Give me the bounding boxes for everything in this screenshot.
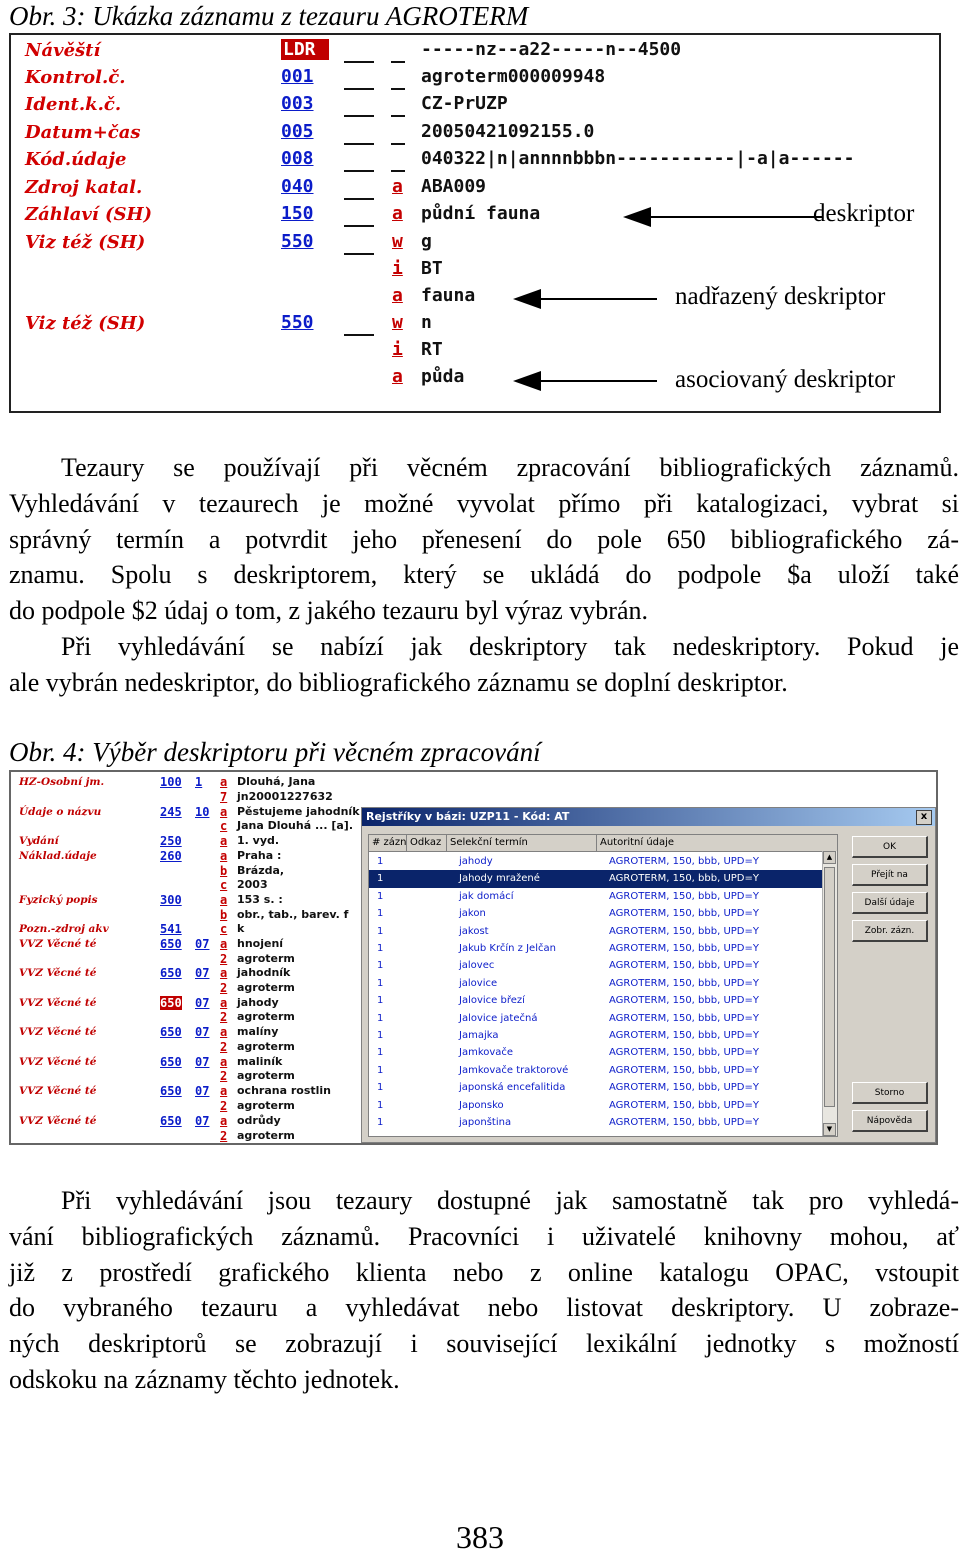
- field-value[interactable]: agroterm: [237, 952, 295, 965]
- figure4-caption: Obr. 4: Výběr deskriptoru při věcném zpracování: [9, 737, 541, 767]
- table-row-selected[interactable]: [369, 870, 825, 887]
- field-value[interactable]: půdní fauna: [421, 203, 541, 224]
- field-value[interactable]: ABA009: [421, 176, 487, 197]
- field-indicator[interactable]: 07: [195, 1114, 210, 1128]
- field-value[interactable]: 20050421092155.0: [421, 121, 595, 142]
- row-authority: AGROTERM, 150, bbb, UPD=Y: [609, 943, 759, 954]
- field-value[interactable]: 1. vyd.: [237, 834, 280, 847]
- field-label: Vydání: [19, 835, 59, 847]
- field-value[interactable]: hnojení: [237, 937, 284, 950]
- paragraph-line: znamu. Spolu s deskriptorem, který se ukládá do podpole $a uloží také: [9, 560, 959, 590]
- subfield-code[interactable]: c: [220, 819, 228, 833]
- subfield-code[interactable]: 2: [220, 981, 228, 995]
- arrow-descriptor: [623, 207, 823, 227]
- subfield-code[interactable]: w: [392, 312, 403, 333]
- field-value[interactable]: agroterm: [237, 1010, 295, 1023]
- field-tag[interactable]: 150: [281, 203, 314, 224]
- field-value[interactable]: odrůdy: [237, 1114, 281, 1127]
- field-tag[interactable]: 650: [160, 937, 182, 951]
- row-authority: AGROTERM, 150, bbb, UPD=Y: [609, 960, 759, 972]
- field-tag[interactable]: 550: [281, 312, 314, 333]
- paragraph-line: ale vybrán nedeskriptor, do bibliografického záznamu se doplní deskriptor.: [9, 667, 788, 697]
- scroll-thumb[interactable]: [824, 867, 835, 1107]
- table-row[interactable]: [369, 957, 825, 974]
- dialog-title-bar[interactable]: [362, 808, 935, 826]
- field-indicator[interactable]: 1: [195, 775, 203, 789]
- field-tag[interactable]: LDR: [281, 39, 329, 60]
- table-row[interactable]: [369, 940, 825, 957]
- field-value[interactable]: jahodník: [237, 966, 291, 979]
- cancel-button[interactable]: Storno: [852, 1082, 928, 1104]
- row-count: 1: [377, 960, 384, 972]
- field-value[interactable]: BT: [421, 258, 443, 279]
- table-row[interactable]: [369, 1010, 825, 1027]
- field-label: Fyzický popis: [19, 894, 98, 906]
- paragraph-line: již z prostředí grafického klienta nebo z online katalogu OPAC, vstoupit: [9, 1257, 959, 1287]
- index-dialog: [361, 807, 936, 1143]
- field-label: VVZ Věcné té: [19, 1056, 97, 1068]
- paragraph-line: vání bibliografických záznamů. Pracovníci i uživatelé knihovny mohou, ať: [9, 1221, 959, 1251]
- field-tag[interactable]: 005: [281, 121, 314, 142]
- row-authority: AGROTERM, 150, bbb, UPD=Y: [609, 925, 759, 937]
- field-value[interactable]: Jana Dlouhá ... [a].: [237, 819, 353, 832]
- field-label: VVZ Věcné té: [19, 938, 97, 950]
- row-term: Jahody mražené: [459, 873, 540, 885]
- row-authority: AGROTERM, 150, bbb, UPD=Y: [609, 1030, 759, 1041]
- field-label: Záhlaví (SH): [25, 204, 152, 225]
- field-label: Zdroj katal.: [25, 177, 143, 198]
- show-record-button[interactable]: Zobr. zázn.: [852, 920, 928, 942]
- subfield-code[interactable]: a: [220, 849, 228, 863]
- field-tag[interactable]: 040: [281, 176, 314, 197]
- field-value[interactable]: jn20001227632: [237, 790, 333, 803]
- paragraph-line: do podpole $2 údaj o tom, z jakého tezauru byl výraz vybrán.: [9, 596, 648, 626]
- field-label: Viz též (SH): [25, 232, 146, 253]
- row-authority: AGROTERM, 150, bbb, UPD=Y: [609, 890, 759, 902]
- table-row[interactable]: [369, 1027, 825, 1044]
- table-row[interactable]: [369, 992, 825, 1009]
- row-authority: AGROTERM, 150, bbb, UPD=Y: [609, 995, 759, 1007]
- subfield-code[interactable]: w: [392, 231, 403, 252]
- field-value[interactable]: agroterm: [237, 1099, 295, 1112]
- field-tag[interactable]: 003: [281, 93, 314, 114]
- subfield-code[interactable]: a: [220, 805, 228, 819]
- close-icon[interactable]: x: [916, 810, 932, 825]
- field-tag[interactable]: 550: [281, 231, 314, 252]
- subfield-code[interactable]: c: [220, 878, 228, 892]
- row-count: 1: [377, 1082, 384, 1094]
- field-tag[interactable]: 100: [160, 775, 182, 789]
- row-count: 1: [377, 977, 384, 989]
- subfield-code[interactable]: a: [392, 366, 403, 387]
- subfield-code[interactable]: a: [220, 1114, 228, 1128]
- field-tag[interactable]: 001: [281, 66, 314, 87]
- field-indicator[interactable]: 07: [195, 1055, 210, 1069]
- row-count: 1: [377, 943, 384, 954]
- field-label: Náklad.údaje: [19, 850, 97, 862]
- row-term: japonská encefalitida: [459, 1082, 566, 1094]
- scroll-up-icon[interactable]: ▲: [823, 851, 836, 864]
- paragraph-line: správný termín a potvrdit jeho přenesení do pole 650 bibliografického zá-: [9, 524, 959, 554]
- row-count: 1: [377, 856, 384, 867]
- paragraph-line: Vyhledávání v tezaurech je možné vyvolat přímo při katalogizaci, vybrat si: [9, 488, 959, 518]
- row-term: Jamajka: [459, 1030, 499, 1041]
- row-count: 1: [377, 1099, 384, 1111]
- subfield-code[interactable]: a: [220, 1025, 228, 1039]
- field-value[interactable]: Pěstujeme jahodník: [237, 805, 360, 818]
- field-tag[interactable]: 650: [160, 1025, 182, 1039]
- paragraph-1: [9, 450, 959, 701]
- field-value[interactable]: ochrana rostlin: [237, 1084, 331, 1097]
- column-header-link[interactable]: Odkaz: [407, 835, 447, 851]
- field-value[interactable]: Dlouhá, Jana: [237, 775, 316, 788]
- field-value[interactable]: agroterm000009948: [421, 66, 606, 87]
- field-value[interactable]: jahody: [237, 996, 279, 1009]
- subfield-code[interactable]: a: [392, 176, 403, 197]
- subfield-code[interactable]: a: [392, 203, 403, 224]
- field-tag[interactable]: 260: [160, 849, 182, 863]
- field-value[interactable]: -----nz--a22-----n--4500: [421, 39, 682, 60]
- field-value[interactable]: 2003: [237, 878, 268, 891]
- paragraph-line: odskoku na záznamy těchto jednotek.: [9, 1364, 400, 1394]
- row-count: 1: [377, 1012, 384, 1024]
- row-term: Japonsko: [459, 1099, 504, 1111]
- subfield-code[interactable]: a: [392, 285, 403, 306]
- field-indicator[interactable]: 07: [195, 1084, 210, 1098]
- field-value[interactable]: obr., tab., barev. f: [237, 908, 349, 921]
- field-label: VVZ Věcné té: [19, 1026, 97, 1038]
- field-label: HZ-Osobní jm.: [19, 776, 105, 788]
- field-label: Návěští: [25, 40, 101, 61]
- field-value[interactable]: n: [421, 312, 432, 333]
- row-term: Jalovice jatečná: [459, 1012, 538, 1024]
- row-term: japonština: [459, 1117, 512, 1128]
- field-tag[interactable]: 650: [160, 1084, 182, 1098]
- field-tag[interactable]: 250: [160, 834, 182, 848]
- grid-header: [369, 835, 838, 852]
- field-value[interactable]: k: [237, 922, 245, 935]
- subfield-code[interactable]: 2: [220, 952, 228, 966]
- field-value[interactable]: malíny: [237, 1025, 279, 1038]
- row-authority: AGROTERM, 150, bbb, UPD=Y: [609, 1117, 759, 1128]
- goto-button[interactable]: Přejít na: [852, 864, 928, 886]
- field-value[interactable]: 153 s. :: [237, 893, 283, 906]
- field-label: Kontrol.č.: [25, 67, 126, 88]
- row-count: 1: [377, 1064, 384, 1076]
- ok-button[interactable]: OK: [852, 836, 928, 858]
- paragraph-line: Při vyhledávání se nabízí jak deskriptory tak nedeskriptory. Pokud je: [61, 631, 959, 661]
- subfield-code[interactable]: 2: [220, 1129, 228, 1143]
- figure3-caption: Obr. 3: Ukázka záznamu z tezauru AGROTERM: [9, 1, 529, 31]
- field-value[interactable]: agroterm: [237, 981, 295, 994]
- field-tag[interactable]: 650: [160, 966, 182, 980]
- field-indicator[interactable]: 07: [195, 966, 210, 980]
- table-row[interactable]: [369, 1114, 825, 1131]
- subfield-code[interactable]: 2: [220, 1069, 228, 1083]
- table-row[interactable]: [369, 1079, 825, 1096]
- field-value[interactable]: fauna: [421, 285, 476, 306]
- field-indicator[interactable]: 07: [195, 996, 210, 1010]
- annotation-descriptor: deskriptor: [813, 200, 915, 227]
- row-count: 1: [377, 1030, 384, 1041]
- row-authority: AGROTERM, 150, bbb, UPD=Y: [609, 1012, 759, 1024]
- field-label: Pozn.-zdroj akv: [19, 923, 109, 935]
- field-value[interactable]: CZ-PrUZP: [421, 93, 508, 114]
- row-count: 1: [377, 890, 384, 902]
- row-authority: AGROTERM, 150, bbb, UPD=Y: [609, 908, 759, 920]
- field-indicator[interactable]: 07: [195, 1025, 210, 1039]
- paragraph-line: Tezaury se používají při věcném zpracování bibliografických záznamů.: [61, 453, 959, 482]
- figure3-marc-record: [9, 33, 941, 413]
- subfield-code[interactable]: i: [392, 258, 403, 279]
- field-label: Datum+čas: [25, 122, 141, 143]
- field-label: Ident.k.č.: [25, 94, 122, 115]
- field-value[interactable]: RT: [421, 339, 443, 360]
- field-tag[interactable]: 650: [160, 996, 182, 1010]
- annotation-broader: nadřazený deskriptor: [675, 283, 886, 310]
- subfield-code[interactable]: a: [220, 996, 228, 1010]
- field-tag[interactable]: 650: [160, 1114, 182, 1128]
- row-term: jalovice: [459, 977, 498, 989]
- field-label: Údaje o názvu: [19, 806, 102, 818]
- subfield-code[interactable]: b: [220, 908, 228, 922]
- row-term: jakost: [459, 925, 489, 937]
- subfield-code[interactable]: 2: [220, 1099, 228, 1113]
- field-value[interactable]: 040322|n|annnnbbbn-----------|-a|a------: [421, 148, 855, 169]
- row-term: jakon: [459, 908, 486, 920]
- paragraph-line: Při vyhledávání jsou tezaury dostupné jak samostatně tak pro vyhledá-: [61, 1186, 959, 1215]
- field-indicator[interactable]: 10: [195, 805, 210, 819]
- arrow-associated: [513, 371, 657, 391]
- figure4-screenshot: [9, 770, 938, 1145]
- paragraph-line: do vybraného tezauru a vyhledávat nebo listovat deskriptory. U zobraze-: [9, 1293, 959, 1323]
- field-label: Viz též (SH): [25, 313, 146, 334]
- subfield-code[interactable]: c: [220, 922, 228, 936]
- vertical-scrollbar[interactable]: [822, 851, 837, 1136]
- field-label: VVZ Věcné té: [19, 1085, 97, 1097]
- arrow-broader: [513, 289, 657, 309]
- next-data-button[interactable]: Další údaje: [852, 892, 928, 914]
- field-indicator[interactable]: 07: [195, 937, 210, 951]
- row-authority: AGROTERM, 150, bbb, UPD=Y: [609, 1082, 759, 1094]
- row-authority: AGROTERM, 150, bbb, UPD=Y: [609, 1047, 759, 1059]
- subfield-code[interactable]: a: [220, 1084, 228, 1098]
- annotation-associated: asociovaný deskriptor: [675, 366, 896, 393]
- table-row[interactable]: [369, 1062, 825, 1079]
- subfield-code[interactable]: a: [220, 893, 228, 907]
- row-count: 1: [377, 1047, 384, 1059]
- subfield-code[interactable]: 7: [220, 790, 228, 804]
- field-value[interactable]: g: [421, 231, 432, 252]
- row-term: jak domácí: [459, 890, 514, 902]
- field-label: VVZ Věcné té: [19, 997, 97, 1009]
- row-count: 1: [377, 873, 384, 885]
- row-term: Jamkovače traktorové: [459, 1064, 569, 1076]
- table-row[interactable]: [369, 905, 825, 922]
- table-row[interactable]: [369, 853, 825, 870]
- scroll-down-icon[interactable]: ▼: [823, 1123, 836, 1136]
- field-tag[interactable]: 650: [160, 1055, 182, 1069]
- field-label: VVZ Věcné té: [19, 967, 97, 979]
- row-authority: AGROTERM, 150, bbb, UPD=Y: [609, 856, 759, 867]
- paragraph-2: [9, 1183, 959, 1398]
- row-term: jahody: [459, 856, 493, 867]
- subfield-code[interactable]: 2: [220, 1040, 228, 1054]
- table-row[interactable]: [369, 975, 825, 992]
- subfield-code[interactable]: a: [220, 937, 228, 951]
- row-term: Jakub Krčín z Jelčan: [459, 943, 556, 954]
- row-count: 1: [377, 995, 384, 1007]
- row-authority: AGROTERM, 150, bbb, UPD=Y: [609, 977, 759, 989]
- field-tag[interactable]: 008: [281, 148, 314, 169]
- results-grid: [368, 834, 838, 1137]
- field-tag[interactable]: 541: [160, 922, 182, 936]
- row-term: Jalovice březí: [459, 995, 525, 1007]
- subfield-code[interactable]: b: [220, 864, 228, 878]
- row-authority: AGROTERM, 150, bbb, UPD=Y: [609, 873, 759, 885]
- page-number: 383: [456, 1519, 504, 1555]
- field-value[interactable]: Brázda,: [237, 864, 285, 877]
- field-value[interactable]: agroterm: [237, 1069, 295, 1082]
- field-label: VVZ Věcné té: [19, 1115, 97, 1127]
- field-tag[interactable]: 245: [160, 805, 182, 819]
- field-value[interactable]: agroterm: [237, 1129, 295, 1142]
- field-value[interactable]: půda: [421, 366, 465, 387]
- column-header-term[interactable]: Selekční termín: [447, 835, 597, 851]
- field-value[interactable]: maliník: [237, 1055, 283, 1068]
- table-row[interactable]: [369, 1044, 825, 1061]
- row-authority: AGROTERM, 150, bbb, UPD=Y: [609, 1064, 759, 1076]
- subfield-code[interactable]: a: [220, 966, 228, 980]
- subfield-code[interactable]: i: [392, 339, 403, 360]
- row-count: 1: [377, 925, 384, 937]
- paragraph-line: ných deskriptorů se zobrazují i související lexikální jednotky s možností: [9, 1329, 959, 1359]
- field-tag[interactable]: 300: [160, 893, 182, 907]
- subfield-code[interactable]: a: [220, 775, 228, 789]
- column-header-authority[interactable]: Autoritní údaje: [597, 835, 838, 851]
- field-value[interactable]: agroterm: [237, 1040, 295, 1053]
- subfield-code[interactable]: a: [220, 1055, 228, 1069]
- table-row[interactable]: [369, 1097, 825, 1114]
- row-count: 1: [377, 1117, 384, 1128]
- subfield-code[interactable]: 2: [220, 1010, 228, 1024]
- row-count: 1: [377, 908, 384, 920]
- subfield-code[interactable]: a: [220, 834, 228, 848]
- row-authority: AGROTERM, 150, bbb, UPD=Y: [609, 1099, 759, 1111]
- field-value[interactable]: Praha :: [237, 849, 282, 862]
- table-row[interactable]: [369, 888, 825, 905]
- field-label: Kód.údaje: [25, 149, 127, 170]
- dialog-title: Rejstříky v bázi: UZP11 - Kód: AT: [366, 810, 570, 823]
- column-header-count[interactable]: # zázn: [369, 835, 407, 851]
- table-row[interactable]: [369, 923, 825, 940]
- annotation-arrows: [11, 35, 941, 413]
- help-button[interactable]: Nápověda: [852, 1110, 928, 1132]
- row-term: Jamkovače: [459, 1047, 514, 1059]
- row-term: jalovec: [459, 960, 495, 972]
